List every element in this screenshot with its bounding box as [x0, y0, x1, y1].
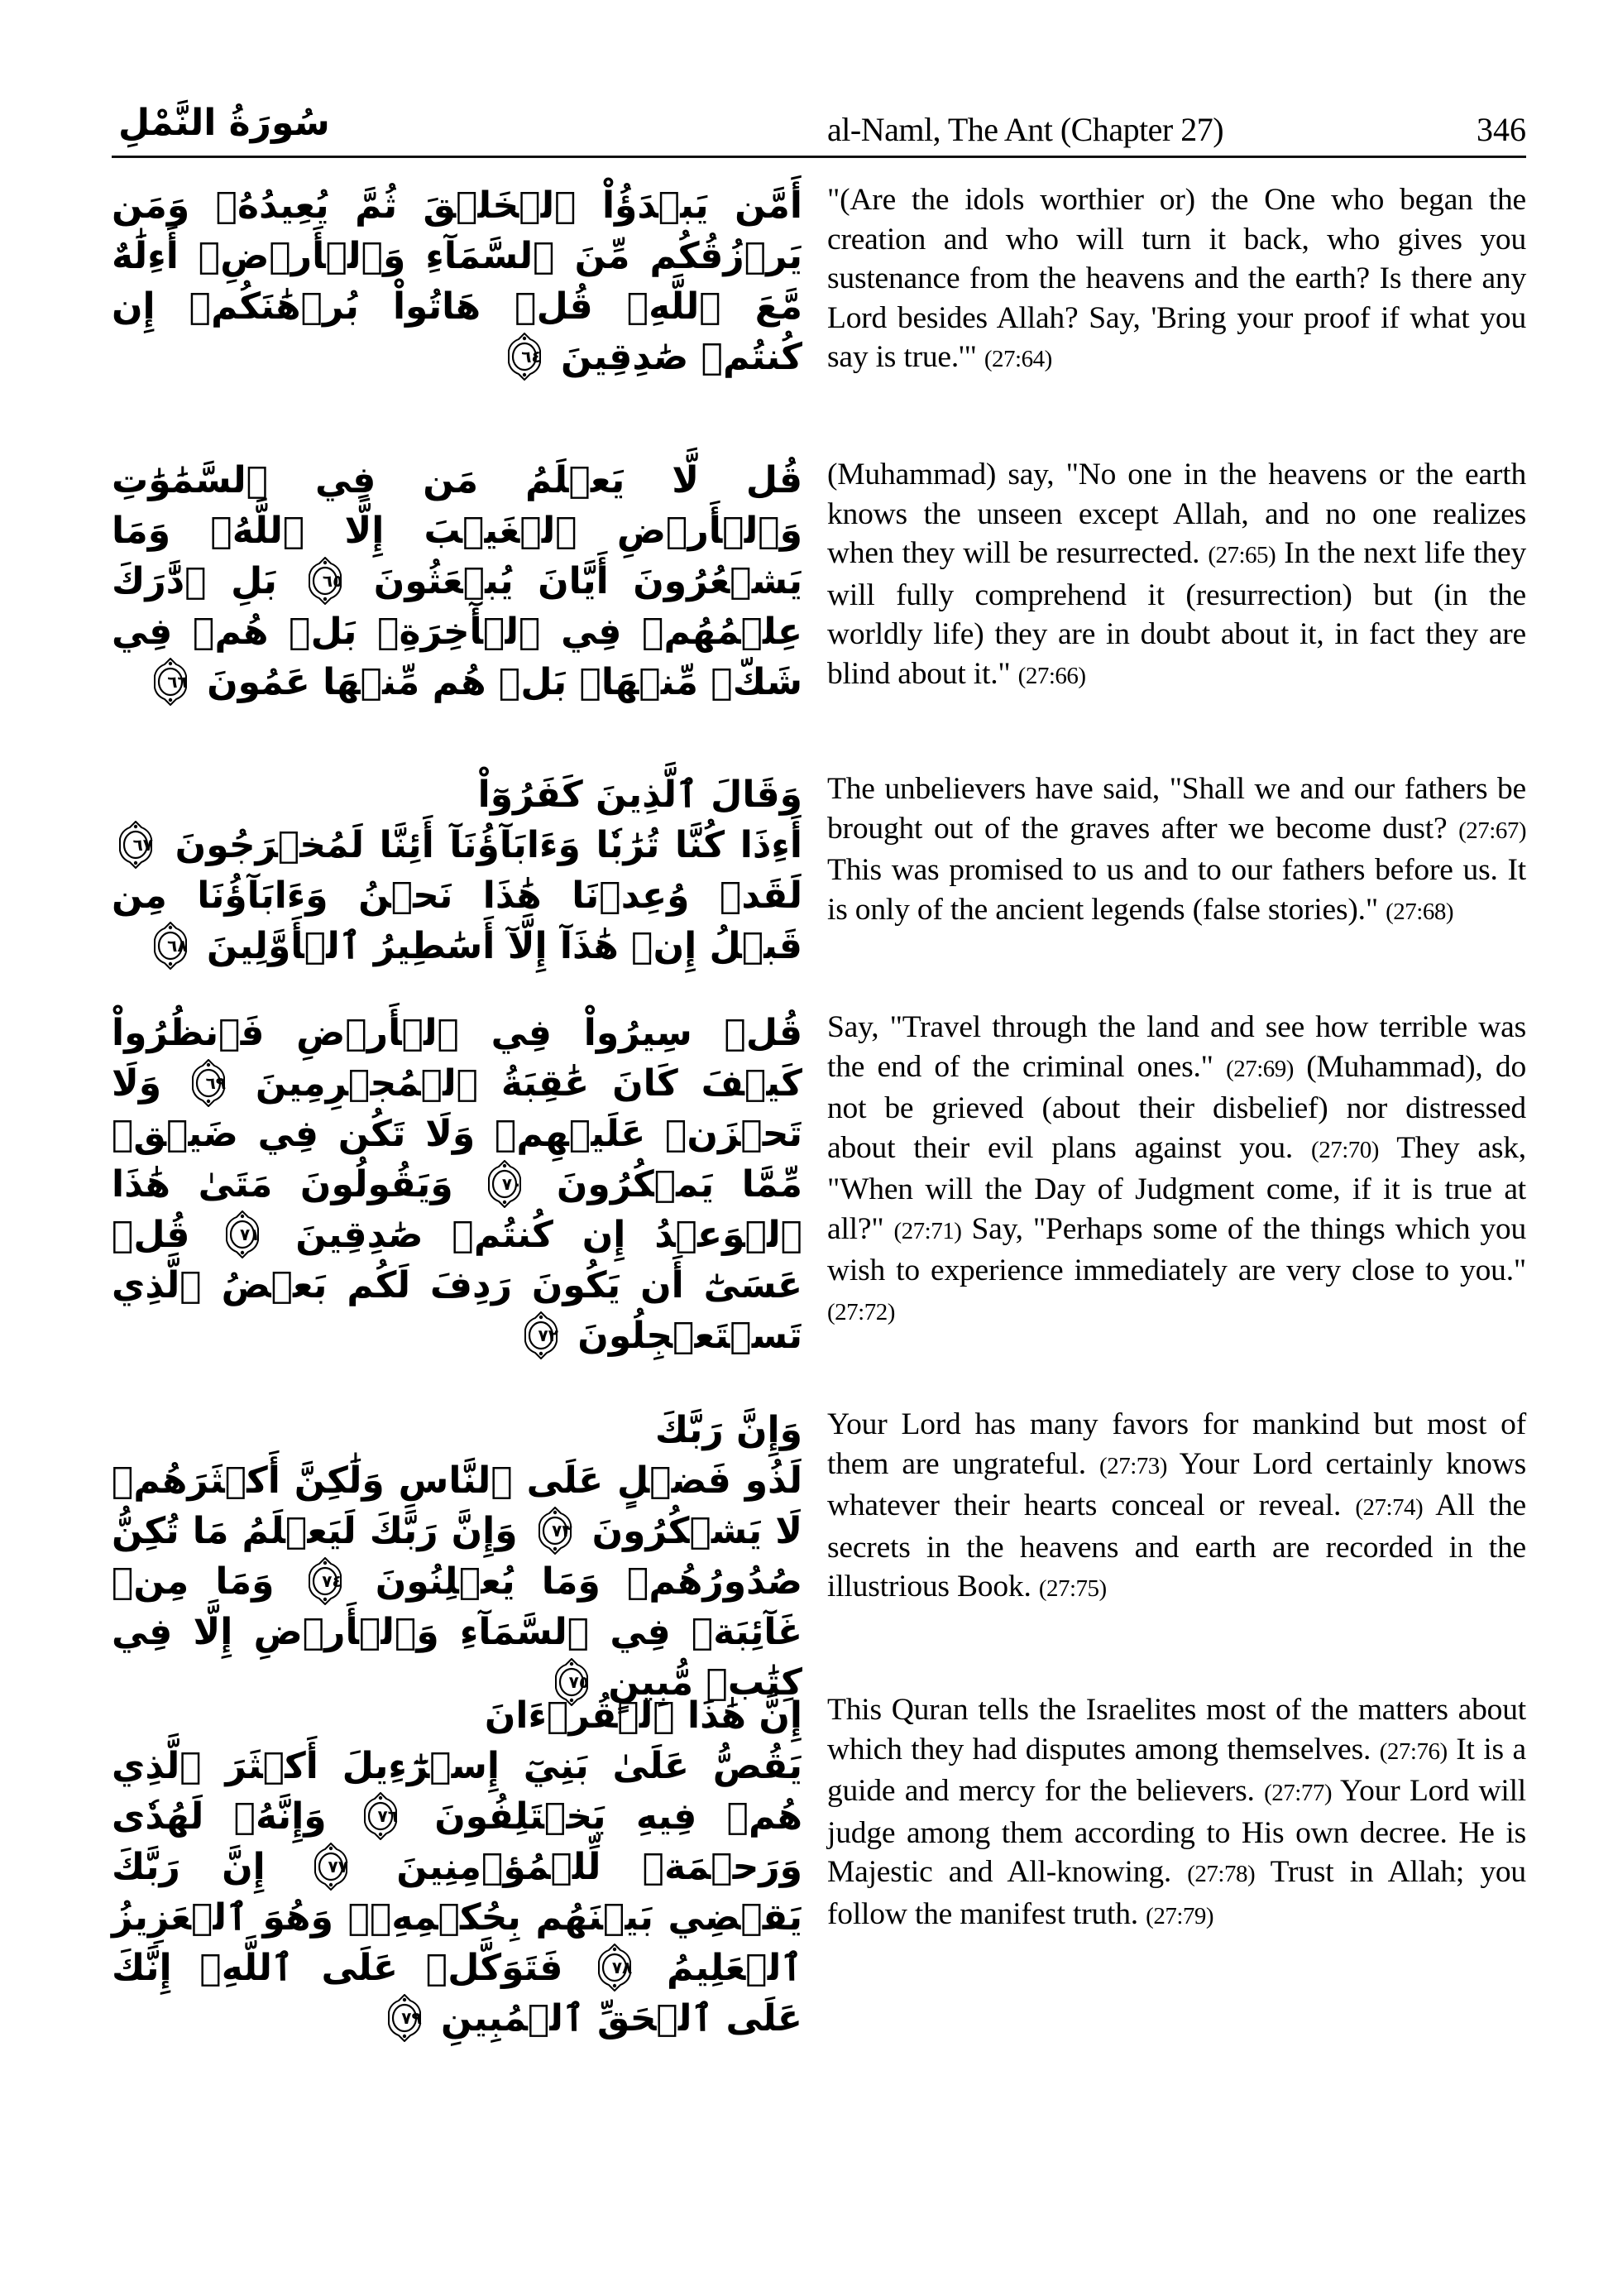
verse-marker-icon — [597, 1944, 632, 1992]
verse-reference: (27:74) — [1355, 1494, 1424, 1521]
verse-marker-number: ٧٩ — [401, 2008, 422, 2028]
arabic-opening-phrase: وَقَالَ ٱلَّذِينَ كَفَرُوٓاْ — [477, 774, 802, 816]
verse-marker-number: ٧٦ — [377, 1806, 398, 1826]
translation-text: Your Lord has many favors for mankind but most of them are ungrateful. — [827, 1407, 1526, 1481]
verse-reference: (27:70) — [1311, 1136, 1379, 1163]
verse-marker-icon — [314, 1843, 348, 1891]
translation-text: "(Are the idols worthier or) the One who began the creation and who will turn it back, who gives you sustenance from the heavens and the earth? Is there any Lord besides Allah? Say, 'Bring your proof if what you say is true.'" — [827, 183, 1526, 374]
verse-marker-number: ٧٤ — [322, 1571, 342, 1591]
arabic-verse: أَمَّن يَبۡدَؤُاْ ٱلۡخَلۡقَ ثُمَّ يُعِيدُهُۥ وَمَن يَرۡزُقُكُم مِّنَ ٱلسَّمَآءِ وَٱلۡأَرۡضِۗ أَءِلَٰهٌ مَّعَ ٱللَّهِۚ قُلۡ هَاتُواْ بُرۡهَٰنَكُمۡ إِن كُنتُمۡ صَٰدِقِينَ — [112, 185, 802, 378]
arabic-verse: وَإِنَّ رَبَّكَ لَيَعۡلَمُ مَا تُكِنُّ صُدُورُهُمۡ وَمَا يُعۡلِنُونَ — [112, 1510, 802, 1603]
arabic-verse: وَلَا تَحۡزَنۡ عَلَيۡهِمۡ وَلَا تَكُن فِي ضَيۡقٖ مِّمَّا يَمۡكُرُونَ — [112, 1062, 803, 1206]
verse-marker-icon — [308, 557, 342, 605]
verse-marker-number: ٧٠ — [501, 1174, 523, 1194]
translation-text: (Muhammad) say, "No one in the heavens or the earth knows the unseen except Allah, and no one realizes when they will be resurrected. — [827, 458, 1526, 570]
page-number: 346 — [1477, 111, 1526, 148]
arabic-verse: بَلِ ٱدَّٰرَكَ عِلۡمُهُمۡ فِي ٱلۡأٓخِرَةِۚ بَلۡ هُمۡ فِي شَكّٖ مِّنۡهَاۖ بَلۡ هُم مِّنۡهَا عَمُونَ — [112, 560, 802, 703]
verse-marker-number: ٧١ — [239, 1225, 261, 1244]
english-translation — [827, 1690, 1526, 1936]
verse-marker-number: ٧٧ — [328, 1857, 348, 1877]
verse-marker-number: ٦٤ — [521, 347, 542, 367]
arabic-text — [112, 769, 802, 971]
verse-reference: (27:71) — [893, 1217, 962, 1244]
arabic-verse: وَإِنَّهُۥ لَهُدٗى وَرَحۡمَةٞ لِّلۡمُؤۡمِنِينَ — [112, 1795, 802, 1888]
translation-text: The unbelievers have said, "Shall we and our fathers be brought out of the graves after we become dust? — [827, 772, 1526, 846]
verse-marker-icon — [153, 922, 188, 970]
translation-text: (Muhammad), do not be grieved (about their disbelief) nor distressed about their evil plans against you. — [827, 1049, 1526, 1165]
arabic-text — [112, 1008, 802, 1361]
arabic-verse: فَتَوَكَّلۡ عَلَى ٱللَّهِۖ إِنَّكَ عَلَى ٱلۡحَقِّ ٱلۡمُبِينِ — [112, 1947, 802, 2040]
arabic-text — [112, 180, 802, 382]
verse-marker-icon — [118, 821, 153, 869]
verse-reference: (27:64) — [984, 346, 1052, 372]
translation-text: They ask, "When will the Day of Judgment come, if it is true at all?" — [827, 1130, 1526, 1246]
verse-marker-number: ٧٨ — [611, 1958, 633, 1977]
arabic-verse: يَقُصُّ عَلَىٰ بَنِيٓ إِسۡرَٰٓءِيلَ أَكۡثَرَ ٱلَّذِي هُمۡ فِيهِ يَخۡتَلِفُونَ — [112, 1745, 802, 1838]
surah-name-calligraphy: سُورَةُ النَّمْلِ — [118, 102, 330, 144]
verse-marker-icon — [363, 1792, 398, 1840]
arabic-verse: إِنَّ رَبَّكَ يَقۡضِي بَيۡنَهُم بِحُكۡمِهِۦۚ وَهُوَ ٱلۡعَزِيزُ ٱلۡعَلِيمُ — [112, 1846, 802, 1989]
chapter-title: al-Naml, The Ant (Chapter 27) — [827, 111, 1224, 148]
verse-reference: (27:65) — [1208, 542, 1276, 568]
verse-reference: (27:69) — [1226, 1055, 1294, 1082]
arabic-text — [112, 1690, 802, 2044]
verse-reference: (27:68) — [1386, 898, 1453, 925]
translation-text: It is a guide and mercy for the believers. — [827, 1732, 1526, 1808]
verse-reference: (27:67) — [1458, 817, 1526, 844]
page-header — [112, 98, 1526, 158]
arabic-verse: لَذُو فَضۡلٍ عَلَى ٱلنَّاسِ وَلَٰكِنَّ أَكۡثَرَهُمۡ لَا يَشۡكُرُونَ — [112, 1460, 802, 1552]
arabic-opening-phrase: إِنَّ هَٰذَا ٱلۡقُرۡءَانَ — [484, 1694, 802, 1737]
verse-marker-number: ٦٨ — [167, 936, 188, 956]
verse-reference: (27:76) — [1379, 1738, 1448, 1765]
verse-marker-icon — [308, 1557, 342, 1605]
verse-marker-icon — [387, 1994, 422, 2042]
verse-marker-icon — [225, 1210, 260, 1258]
translation-text: Say, "Perhaps some of the things which you wish to experience immediately are very close to you." — [827, 1211, 1527, 1287]
english-translation — [827, 1405, 1526, 1609]
translation-text: All the secrets in the heavens and earth are recorded in the illustrious Book. — [827, 1488, 1526, 1603]
verse-reference: (27:72) — [827, 1298, 895, 1325]
verse-marker-number: ٧٣ — [552, 1521, 572, 1541]
translation-text: In the next life they will fully comprehend it (resurrection) but (in the worldly life) they are in doubt about it, in fact they are blind about it." — [827, 536, 1526, 691]
arabic-verse: أَءِذَا كُنَّا تُرَٰبٗا وَءَابَآؤُنَآ أَئِنَّا لَمُخۡرَجُونَ — [175, 824, 803, 866]
verse-reference: (27:75) — [1038, 1575, 1107, 1602]
translation-text: Trust in Allah; you follow the manifest truth. — [827, 1855, 1526, 1931]
translation-text: Say, "Travel through the land and see how terrible was the end of the criminal ones." — [827, 1010, 1526, 1084]
verse-reference: (27:79) — [1146, 1902, 1214, 1929]
verse-marker-number: ٦٦ — [167, 672, 188, 692]
verse-marker-number: ٦٥ — [322, 571, 343, 591]
verse-marker-number: ٧٢ — [538, 1325, 558, 1345]
verse-marker-icon — [153, 658, 188, 706]
english-translation — [827, 455, 1526, 696]
verse-reference: (27:78) — [1187, 1861, 1256, 1887]
verse-marker-icon — [524, 1311, 558, 1359]
english-translation — [827, 1008, 1526, 1332]
translation-text: Your Lord certainly knows whatever their hearts conceal or reveal. — [827, 1446, 1526, 1522]
page — [112, 98, 1527, 2040]
arabic-verse: لَقَدۡ وُعِدۡنَا هَٰذَا نَحۡنُ وَءَابَآؤُنَا مِن قَبۡلُ إِنۡ هَٰذَآ إِلَّآ أَسَٰطِيرُ ٱلۡأَوَّلِينَ — [112, 875, 802, 967]
translation-text: Your Lord will judge among them according to His own decree. He is Majestic and All-knowing. — [827, 1774, 1527, 1889]
verse-marker-number: ٦٩ — [205, 1073, 226, 1093]
verse-marker-icon — [507, 333, 542, 381]
arabic-verse: وَمَا مِنۡ غَآئِبَةٖ فِي ٱلسَّمَآءِ وَٱلۡأَرۡضِ إِلَّا فِي كِتَٰبٖ مُّبِينٍ — [112, 1560, 802, 1704]
translation-text: This Quran tells the Israelites most of the matters about which they had disputes among themselves. — [827, 1693, 1526, 1766]
english-translation — [827, 180, 1526, 380]
arabic-text — [112, 455, 802, 707]
verse-reference: (27:73) — [1099, 1452, 1167, 1479]
arabic-text — [112, 1405, 802, 1708]
verse-reference: (27:66) — [1017, 662, 1086, 689]
arabic-verse: وَيَقُولُونَ مَتَىٰ هَٰذَا ٱلۡوَعۡدُ إِن كُنتُمۡ صَٰدِقِينَ — [112, 1163, 802, 1256]
arabic-verse: قُلۡ عَسَىٰٓ أَن يَكُونَ رَدِفَ لَكُم بَعۡضُ ٱلَّذِي تَسۡتَعۡجِلُونَ — [112, 1214, 802, 1357]
verse-marker-icon — [191, 1059, 226, 1107]
verse-marker-icon — [487, 1160, 522, 1208]
verse-marker-number: ٦٧ — [132, 835, 153, 855]
arabic-verse: قُلۡ سِيرُواْ فِي ٱلۡأَرۡضِ فَٱنظُرُواْ كَيۡفَ كَانَ عَٰقِبَةُ ٱلۡمُجۡرِمِينَ — [112, 1012, 802, 1105]
verse-reference: (27:77) — [1264, 1780, 1332, 1806]
translation-text: This was promised to us and to our fathers before us. It is only of the ancient legends (false stories)." — [827, 853, 1526, 927]
verse-marker-icon — [538, 1507, 572, 1555]
arabic-verse: قُل لَّا يَعۡلَمُ مَن فِي ٱلسَّمَٰوَٰتِ وَٱلۡأَرۡضِ ٱلۡغَيۡبَ إِلَّا ٱللَّهُۚ وَمَا يَشۡعُرُونَ أَيَّانَ يُبۡعَثُونَ — [112, 459, 802, 602]
verse-marker-number: ٧٥ — [568, 1672, 590, 1692]
english-translation — [827, 769, 1526, 932]
arabic-opening-phrase: وَإِنَّ رَبَّكَ — [654, 1409, 802, 1451]
